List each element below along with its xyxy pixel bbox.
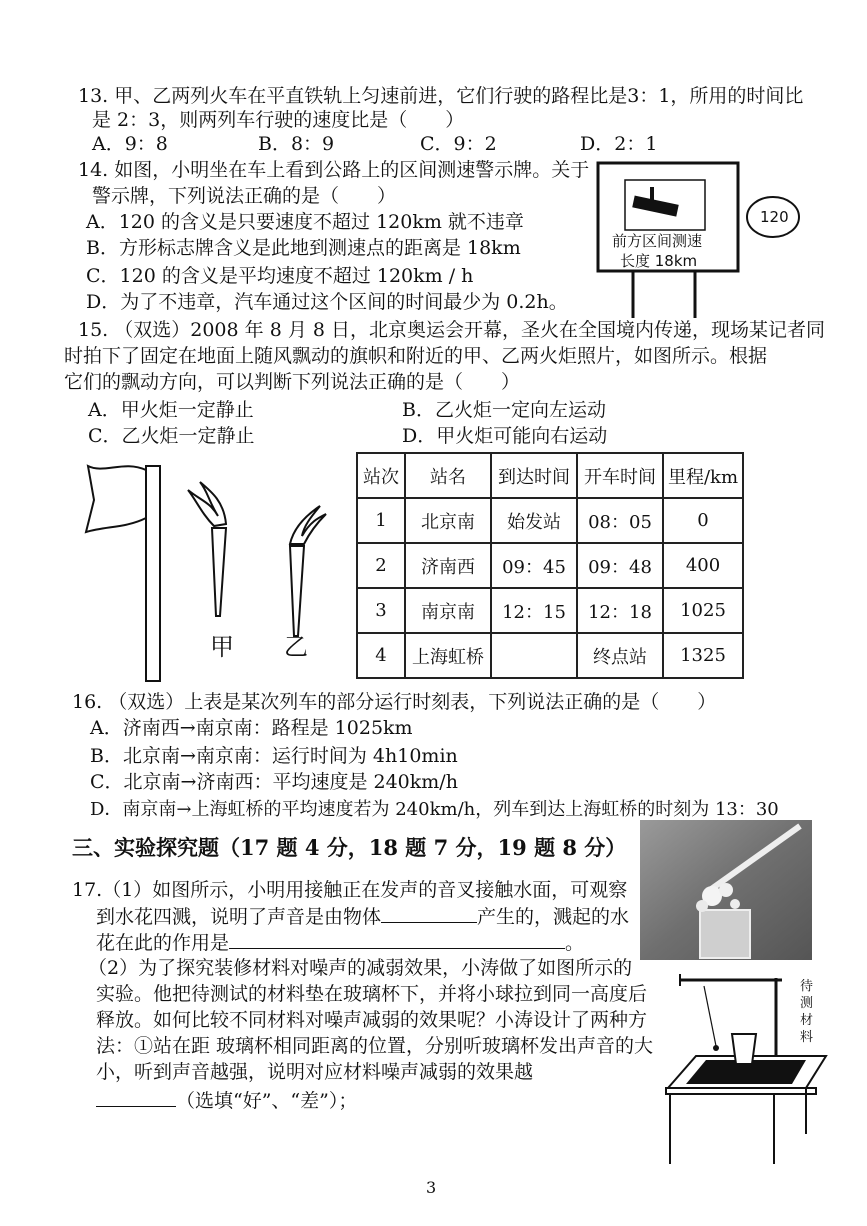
table-row: [357, 498, 743, 543]
table-cell: 09：45: [491, 543, 577, 588]
q17-p2-line5: 小，听到声音越强，说明对应材料噪声减弱的效果越: [96, 1061, 534, 1083]
q16-option-a: A．济南西→南京南：路程是 1025km: [90, 717, 413, 739]
table-cell: 12：18: [577, 588, 663, 633]
table-cell: 0: [663, 498, 743, 543]
q15-line2: 时拍下了固定在地面上随风飘动的旗帜和附近的甲、乙两火炬照片，如图所示。根据: [64, 345, 768, 367]
q17-p1-line2: 到水花四溅，说明了声音是由物体 产生的，溅起的水: [96, 906, 630, 928]
q17-p1-line1: 17.（1）如图所示，小明用接触正在发声的音叉接触水面，可观察: [72, 879, 628, 901]
table-cell: 济南西: [405, 543, 491, 588]
header-cell: 开车时间: [577, 453, 663, 498]
sign-text-zone: 前方区间测速: [612, 232, 703, 250]
q14-option-d: D．为了不违章，汽车通过这个区间的时间最少为 0.2h。: [86, 291, 568, 313]
material-label: 待测材料: [800, 979, 814, 1045]
table-cell: 终点站: [577, 633, 663, 678]
q14-option-a: A．120 的含义是只要速度不超过 120km 就不违章: [86, 211, 524, 233]
header-cell: 站次: [357, 453, 405, 498]
table-cell: 1025: [663, 588, 743, 633]
q14-option-b: B．方形标志牌含义是此地到测速点的距离是 18km: [86, 237, 521, 259]
q17-p2-line6: （选填“好”、“差”）；: [96, 1088, 357, 1113]
q14-line2: 警示牌，下列说法正确的是（ ）: [92, 185, 397, 207]
q14-option-c: C．120 的含义是平均速度不超过 120km / h: [86, 265, 474, 287]
q15-option-a: A．甲火炬一定静止: [88, 399, 254, 421]
q16-option-c: C．北京南→济南西：平均速度是 240km/h: [90, 771, 458, 793]
q16-line1: 16. （双选）上表是某次列车的部分运行时刻表，下列说法正确的是（ ）: [72, 691, 717, 713]
section-title: 三、实验探究题（17 题 4 分，18 题 7 分，19 题 8 分）: [72, 835, 627, 860]
q17-p2-line1: （2）为了探究装修材料对噪声的减弱效果，小涛做了如图所示的: [88, 957, 633, 979]
q15-option-b: B．乙火炬一定向左运动: [402, 399, 606, 421]
label-torch-jia: 甲: [210, 633, 234, 661]
table-cell: 1325: [663, 633, 743, 678]
q15-line3: 它们的飘动方向，可以判断下列说法正确的是（ ）: [64, 371, 521, 393]
header-cell: 里程/km: [663, 453, 743, 498]
table-cell: 4: [357, 633, 405, 678]
q17-p2-line2: 实验。他把待测试的材料垫在玻璃杯下，并将小球拉到同一高度后: [96, 983, 648, 1005]
train-timetable: [356, 452, 744, 679]
q13-line1: 13. 甲、乙两列火车在平直铁轨上匀速前进，它们行驶的路程比是3：1，所用的时间比: [78, 85, 804, 107]
q15-option-d: D．甲火炬可能向右运动: [402, 425, 608, 447]
sign-text-length: 长度 18km: [620, 252, 698, 270]
header-cell: 站名: [405, 453, 491, 498]
label-torch-yi: 乙: [284, 633, 308, 661]
page-number: 3: [426, 1178, 437, 1197]
answer-blank-3[interactable]: [96, 1088, 176, 1107]
q15-option-c: C．乙火炬一定静止: [88, 425, 255, 447]
table-row: [357, 543, 743, 588]
q13-option-c: C．9：2: [420, 133, 497, 155]
q15-line1: 15. （双选）2008 年 8 月 8 日，北京奥运会开幕，圣火在全国境内传递，现场某记者同: [78, 319, 825, 341]
table-cell: 09：48: [577, 543, 663, 588]
table-cell: [491, 633, 577, 678]
q13-option-a: A．9：8: [92, 133, 168, 155]
q13-option-d: D．2：1: [580, 133, 658, 155]
speed-limit-text: 120: [760, 208, 789, 226]
answer-blank-2[interactable]: [229, 930, 565, 949]
table-cell: 北京南: [405, 498, 491, 543]
q17-p1-line3: 花在此的作用是 。: [96, 932, 585, 954]
table-cell: 3: [357, 588, 405, 633]
answer-blank-1[interactable]: [381, 904, 477, 923]
table-cell: 始发站: [491, 498, 577, 543]
q17-p2-line4: 法：①站在距 玻璃杯相同距离的位置，分别听玻璃杯发出声音的大: [96, 1035, 654, 1057]
table-header-row: [357, 453, 743, 498]
table-cell: 08：05: [577, 498, 663, 543]
q13-option-b: B．8：9: [258, 133, 335, 155]
q14-line1: 14. 如图，小明坐在车上看到公路上的区间测速警示牌。关于: [78, 159, 590, 181]
q13-line2: 是 2：3，则两列车行驶的速度比是（ ）: [92, 109, 465, 131]
table-cell: 1: [357, 498, 405, 543]
table-row: [357, 588, 743, 633]
table-cell: 南京南: [405, 588, 491, 633]
tuning-fork-water-photo: [640, 820, 812, 960]
table-cell: 2: [357, 543, 405, 588]
table-cell: 12：15: [491, 588, 577, 633]
table-row: [357, 633, 743, 678]
q16-option-d: D．南京南→上海虹桥的平均速度若为 240km/h，列车到达上海虹桥的时刻为 13：30: [90, 799, 779, 820]
q16-option-b: B．北京南→南京南：运行时间为 4h10min: [90, 745, 458, 767]
header-cell: 到达时间: [491, 453, 577, 498]
q17-p2-line3: 释放。如何比较不同材料对噪声减弱的效果呢？小涛设计了两种方: [96, 1009, 648, 1031]
table-cell: 上海虹桥: [405, 633, 491, 678]
table-cell: 400: [663, 543, 743, 588]
